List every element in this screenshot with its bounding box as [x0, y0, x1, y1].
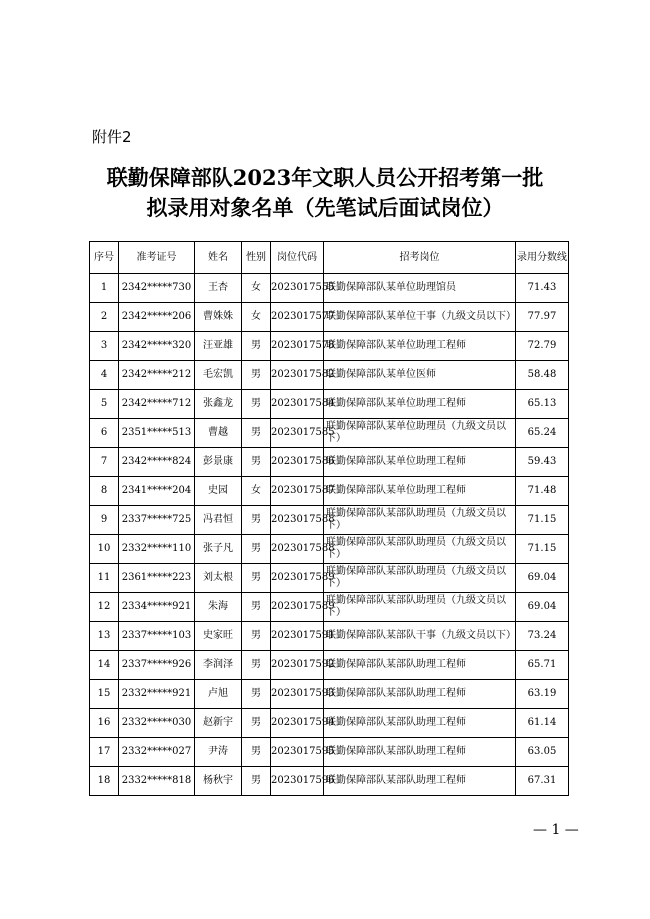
- cell-cutoff-score: 65.24: [516, 419, 569, 448]
- cell-post: 联勤保障部队某单位助理员（九级文员以下）: [324, 419, 516, 448]
- cell-index: 11: [90, 564, 119, 593]
- cell-index: 10: [90, 535, 119, 564]
- cell-ticket-number: 2351*****513: [119, 419, 195, 448]
- cell-name: 张鑫龙: [195, 390, 242, 419]
- cell-ticket-number: 2342*****730: [119, 274, 195, 303]
- cell-cutoff-score: 77.97: [516, 303, 569, 332]
- cell-post-code: 2023017588: [271, 506, 324, 535]
- cell-post: 联勤保障部队某单位助理工程师: [324, 390, 516, 419]
- table-row: [90, 564, 569, 593]
- cell-ticket-number: 2342*****824: [119, 448, 195, 477]
- cell-cutoff-score: 71.15: [516, 535, 569, 564]
- cell-gender: 男: [242, 361, 271, 390]
- cell-name: 朱海: [195, 593, 242, 622]
- cell-post: 联勤保障部队某单位助理馆员: [324, 274, 516, 303]
- cell-cutoff-score: 63.19: [516, 680, 569, 709]
- cell-gender: 男: [242, 506, 271, 535]
- table-row: [90, 361, 569, 390]
- cell-name: 赵新宇: [195, 709, 242, 738]
- cell-name: 冯君恒: [195, 506, 242, 535]
- cell-index: 6: [90, 419, 119, 448]
- cell-post-code: 2023017584: [271, 390, 324, 419]
- header-index: 序号: [90, 242, 119, 274]
- cell-index: 4: [90, 361, 119, 390]
- cell-post-code: 2023017578: [271, 332, 324, 361]
- page-number: — 1 —: [533, 822, 579, 838]
- cell-ticket-number: 2361*****223: [119, 564, 195, 593]
- table-row: [90, 477, 569, 506]
- cell-post: 联勤保障部队某部队助理员（九级文员以下）: [324, 535, 516, 564]
- header-cutoff-score: 录用分数线: [516, 242, 569, 274]
- cell-name: 王杏: [195, 274, 242, 303]
- table-row: [90, 709, 569, 738]
- cell-cutoff-score: 65.71: [516, 651, 569, 680]
- cell-post-code: 2023017577: [271, 303, 324, 332]
- cell-gender: 男: [242, 593, 271, 622]
- table-row: [90, 738, 569, 767]
- cell-cutoff-score: 71.15: [516, 506, 569, 535]
- cell-index: 17: [90, 738, 119, 767]
- table-row: [90, 506, 569, 535]
- cell-post: 联勤保障部队某部队助理工程师: [324, 767, 516, 796]
- cell-post: 联勤保障部队某部队助理工程师: [324, 680, 516, 709]
- cell-gender: 男: [242, 767, 271, 796]
- table-row: [90, 622, 569, 651]
- cell-gender: 男: [242, 535, 271, 564]
- cell-cutoff-score: 61.14: [516, 709, 569, 738]
- table-row: [90, 535, 569, 564]
- cell-post: 联勤保障部队某单位助理工程师: [324, 332, 516, 361]
- cell-cutoff-score: 69.04: [516, 564, 569, 593]
- cell-ticket-number: 2342*****320: [119, 332, 195, 361]
- cell-gender: 女: [242, 274, 271, 303]
- cell-cutoff-score: 72.79: [516, 332, 569, 361]
- cell-ticket-number: 2332*****110: [119, 535, 195, 564]
- cell-post-code: 2023017593: [271, 680, 324, 709]
- cell-post: 联勤保障部队某单位干事（九级文员以下）: [324, 303, 516, 332]
- cell-post: 联勤保障部队某部队助理员（九级文员以下）: [324, 564, 516, 593]
- cell-gender: 女: [242, 303, 271, 332]
- cell-index: 9: [90, 506, 119, 535]
- header-post: 招考岗位: [324, 242, 516, 274]
- cell-name: 彭景康: [195, 448, 242, 477]
- cell-post: 联勤保障部队某部队干事（九级文员以下）: [324, 622, 516, 651]
- cell-cutoff-score: 59.43: [516, 448, 569, 477]
- cell-ticket-number: 2332*****027: [119, 738, 195, 767]
- cell-ticket-number: 2342*****206: [119, 303, 195, 332]
- cell-name: 李润泽: [195, 651, 242, 680]
- cell-gender: 男: [242, 419, 271, 448]
- cell-name: 张子凡: [195, 535, 242, 564]
- cell-post: 联勤保障部队某部队助理员（九级文员以下）: [324, 506, 516, 535]
- cell-post-code: 2023017596: [271, 767, 324, 796]
- cell-gender: 男: [242, 651, 271, 680]
- cell-post-code: 2023017591: [271, 622, 324, 651]
- header-ticket-number: 准考证号: [119, 242, 195, 274]
- table-row: [90, 419, 569, 448]
- cell-cutoff-score: 73.24: [516, 622, 569, 651]
- cell-ticket-number: 2342*****712: [119, 390, 195, 419]
- cell-gender: 男: [242, 332, 271, 361]
- table-row: [90, 680, 569, 709]
- cell-post-code: 2023017586: [271, 448, 324, 477]
- cell-ticket-number: 2337*****926: [119, 651, 195, 680]
- cell-post: 联勤保障部队某部队助理工程师: [324, 709, 516, 738]
- cell-post-code: 2023017555: [271, 274, 324, 303]
- cell-cutoff-score: 69.04: [516, 593, 569, 622]
- cell-ticket-number: 2334*****921: [119, 593, 195, 622]
- cell-name: 卢旭: [195, 680, 242, 709]
- cell-gender: 男: [242, 622, 271, 651]
- cell-post-code: 2023017582: [271, 361, 324, 390]
- table-row: [90, 274, 569, 303]
- cell-index: 7: [90, 448, 119, 477]
- table-row: [90, 448, 569, 477]
- cell-index: 15: [90, 680, 119, 709]
- cell-index: 13: [90, 622, 119, 651]
- cell-post-code: 2023017595: [271, 738, 324, 767]
- cell-cutoff-score: 71.48: [516, 477, 569, 506]
- cell-post-code: 2023017587: [271, 477, 324, 506]
- table-row: [90, 303, 569, 332]
- cell-cutoff-score: 67.31: [516, 767, 569, 796]
- cell-gender: 男: [242, 680, 271, 709]
- cell-name: 毛宏凯: [195, 361, 242, 390]
- cell-index: 5: [90, 390, 119, 419]
- table-row: [90, 390, 569, 419]
- header-name: 姓名: [195, 242, 242, 274]
- cell-index: 2: [90, 303, 119, 332]
- cell-index: 18: [90, 767, 119, 796]
- cell-name: 汪亚雄: [195, 332, 242, 361]
- cell-index: 3: [90, 332, 119, 361]
- cell-cutoff-score: 63.05: [516, 738, 569, 767]
- cell-post-code: 2023017589: [271, 564, 324, 593]
- cell-post-code: 2023017592: [271, 651, 324, 680]
- cell-post: 联勤保障部队某单位医师: [324, 361, 516, 390]
- cell-index: 12: [90, 593, 119, 622]
- cell-gender: 女: [242, 477, 271, 506]
- table-row: [90, 332, 569, 361]
- header-gender: 性别: [242, 242, 271, 274]
- cell-gender: 男: [242, 709, 271, 738]
- cell-ticket-number: 2337*****725: [119, 506, 195, 535]
- cell-post: 联勤保障部队某单位助理工程师: [324, 448, 516, 477]
- cell-ticket-number: 2332*****818: [119, 767, 195, 796]
- cell-cutoff-score: 65.13: [516, 390, 569, 419]
- cell-post-code: 2023017589: [271, 593, 324, 622]
- cell-cutoff-score: 58.48: [516, 361, 569, 390]
- cell-name: 尹涛: [195, 738, 242, 767]
- table-header-row: [90, 242, 569, 274]
- cell-gender: 男: [242, 448, 271, 477]
- cell-ticket-number: 2332*****921: [119, 680, 195, 709]
- cell-post: 联勤保障部队某部队助理员（九级文员以下）: [324, 593, 516, 622]
- table-row: [90, 651, 569, 680]
- cell-post: 联勤保障部队某部队助理工程师: [324, 651, 516, 680]
- cell-post-code: 2023017588: [271, 535, 324, 564]
- cell-index: 16: [90, 709, 119, 738]
- cell-name: 刘太根: [195, 564, 242, 593]
- table-row: [90, 593, 569, 622]
- cell-name: 杨秋宇: [195, 767, 242, 796]
- cell-ticket-number: 2337*****103: [119, 622, 195, 651]
- cell-gender: 男: [242, 738, 271, 767]
- cell-post-code: 2023017585: [271, 419, 324, 448]
- cell-gender: 男: [242, 390, 271, 419]
- cell-post: 联勤保障部队某单位助理工程师: [324, 477, 516, 506]
- cell-index: 1: [90, 274, 119, 303]
- cell-name: 史园: [195, 477, 242, 506]
- header-post-code: 岗位代码: [271, 242, 324, 274]
- cell-index: 14: [90, 651, 119, 680]
- cell-ticket-number: 2341*****204: [119, 477, 195, 506]
- table-row: [90, 767, 569, 796]
- cell-ticket-number: 2342*****212: [119, 361, 195, 390]
- cell-cutoff-score: 71.43: [516, 274, 569, 303]
- cell-gender: 男: [242, 564, 271, 593]
- cell-name: 史家旺: [195, 622, 242, 651]
- cell-name: 曹姝姝: [195, 303, 242, 332]
- admission-roster-table: [89, 241, 569, 796]
- cell-ticket-number: 2332*****030: [119, 709, 195, 738]
- cell-index: 8: [90, 477, 119, 506]
- cell-name: 曹越: [195, 419, 242, 448]
- attachment-label: 附件2: [92, 128, 132, 146]
- document-title-line-1: 联勤保障部队2023年文职人员公开招考第一批: [106, 165, 544, 190]
- cell-post: 联勤保障部队某部队助理工程师: [324, 738, 516, 767]
- cell-post-code: 2023017594: [271, 709, 324, 738]
- document-title-line-2: 拟录用对象名单（先笔试后面试岗位）: [146, 195, 504, 220]
